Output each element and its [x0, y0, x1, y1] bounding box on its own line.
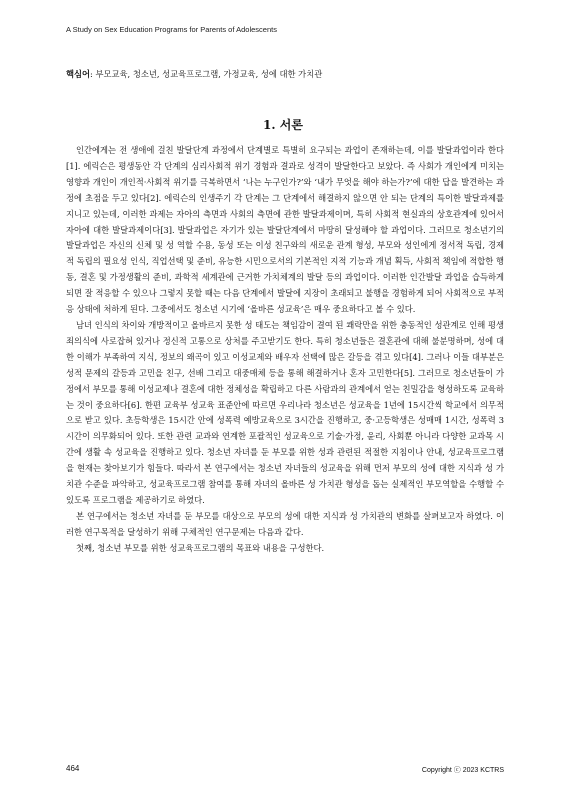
page-number: 464 — [66, 764, 80, 773]
section-title: 1. 서론 — [263, 118, 303, 132]
paragraph-2: 남녀 인식의 차이와 개방적이고 올바르지 못한 성 태도는 책임감이 결여 된 쾌락만을 위한 충동적인 성관계로 인해 평생 죄의식에 사로잡혀 있거나 정신적 고통으로 상처를 주고받기도 한다. 특히 청소년들은 결혼관에 대해 불분명하며, 성에 대한 이해가 부족하여 지식, 정보의 왜곡이 있고 이성교제와 배우자 선택에 많은 갈등을 겪고 있다[4]. 그러나 이들 대부분은 성적 문제의 갈등과 고민을 친구, 선배 그리고 대중매체 등을 통해 해결하거나 혼자 고민한다[5]. 그러므로 청소년들이 가정에서 부모를 통해 이성교제나 결혼에 대한 정체성을 확립하고 다른 사람과의 관계에서 얻는 친밀감을 형성하도록 교육하는 것이 중요하다[6]. 한편 교육부 성교육 표준안에 따르면 우리나라 청소년은 성교육을 1년에 15시간씩 학교에서 의무적으로 받고 있다. 초등학생은 15시간 안에 성폭력 예방교육으로 3시간을 진행하고, 중·고등학생은 성매매 1시간, 성폭력 3시간이 의무화되어 있다. 또한 관련 교과와 연계한 포괄적인 성교육으로 기술·가정, 윤리, 사회뿐 아니라 다양한 교과목 시간에 생활 속 성교육을 진행하고 있다. 청소년 자녀를 둔 부모를 위한 성과 관련된 적절한 지침이나 안내, 성교육프로그램을 현재는 찾아보기가 힘들다. 따라서 본 연구에서는 청소년 자녀들의 성교육을 위해 먼저 부모의 성에 대한 지식과 성 가치관 수준을 파악하고, 성교육프로그램 참여를 통해 자녀의 올바른 성 가치관 형성을 돕는 실제적인 부모역할을 수행할 수 있도록 프로그램을 제공하기로 하였다. — [66, 319, 504, 505]
keywords-text: : 부모교육, 청소년, 성교육프로그램, 가정교육, 성에 대한 가치관 — [90, 69, 323, 79]
copyright-notice: Copyright ⓒ 2023 KCTRS — [421, 767, 504, 774]
paragraph-4: 첫째, 청소년 부모를 위한 성교육프로그램의 목표와 내용을 구성한다. — [76, 542, 325, 553]
running-head: A Study on Sex Education Programs for Parents of Adolescents — [66, 25, 277, 34]
keywords-line — [66, 68, 506, 80]
paragraph-3: 본 연구에서는 청소년 자녀를 둔 부모를 대상으로 부모의 성에 대한 지식과 성 가치관의 변화를 살펴보고자 하였다. 이러한 연구목적을 달성하기 위해 구체적인 연구문제는 다음과 같다. — [66, 510, 504, 537]
paragraph-1: 인간에게는 전 생애에 걸친 발달단계 과정에서 단계별로 특별히 요구되는 과업이 존재하는데, 이를 발달과업이라 한다[1]. 에릭슨은 평생동안 각 단계의 심리사회적 위기 경험과 결과로 성격이 발달한다고 보았다. 즉 사회가 개인에게 미치는 영향과 개인이 개인적·사회적 위기를 극복하면서 ‘나는 누구인가?’와 ‘내가 무엇을 해야 하는가?’에 대한 답을 발견하는 과정에 초점을 두고 있다[2]. 에릭슨의 인생주기 각 단계는 그 단계에서 해결하지 않으면 안 되는 단계의 특이한 발달과제를 지니고 있는데, 이러한 과제는 자아의 측면과 사회의 측면에 관한 발달과제이며, 특히 사회적 현실과의 상호관계에 있어서 자아에 대한 발달과제이다[3]. 발달과업은 자기가 있는 발달단계에서 마땅히 달성해야 할 과업이다. 그러므로 청소년기의 발달과업은 자신의 신체 및 성 역할 수용, 동성 또는 이성 친구와의 새로운 관계 형성, 부모와 성인에게 정서적 독립, 경제적 독립의 필요성 인식, 직업선택 및 준비, 유능한 시민으로서의 기본적인 지적 기능과 개념 획득, 사회적 책임에 적합한 행동, 결혼 및 가정생활의 준비, 과학적 세계관에 근거한 가치체계의 발달 등의 과업이다. 이러한 인간발달 과업을 습득하게 되면 잘 적응할 수 있으나 그렇지 못할 때는 다음 단계에서 발달에 지장이 초래되고 불행을 경험하게 되어 사회적으로 부적응 상태에 처하게 된다. 그중에서도 청소년 시기에 ‘올바른 성교육’은 매우 중요하다고 볼 수 있다. — [66, 145, 504, 315]
body-text — [66, 143, 504, 557]
keywords-label: 핵심어 — [66, 69, 91, 79]
